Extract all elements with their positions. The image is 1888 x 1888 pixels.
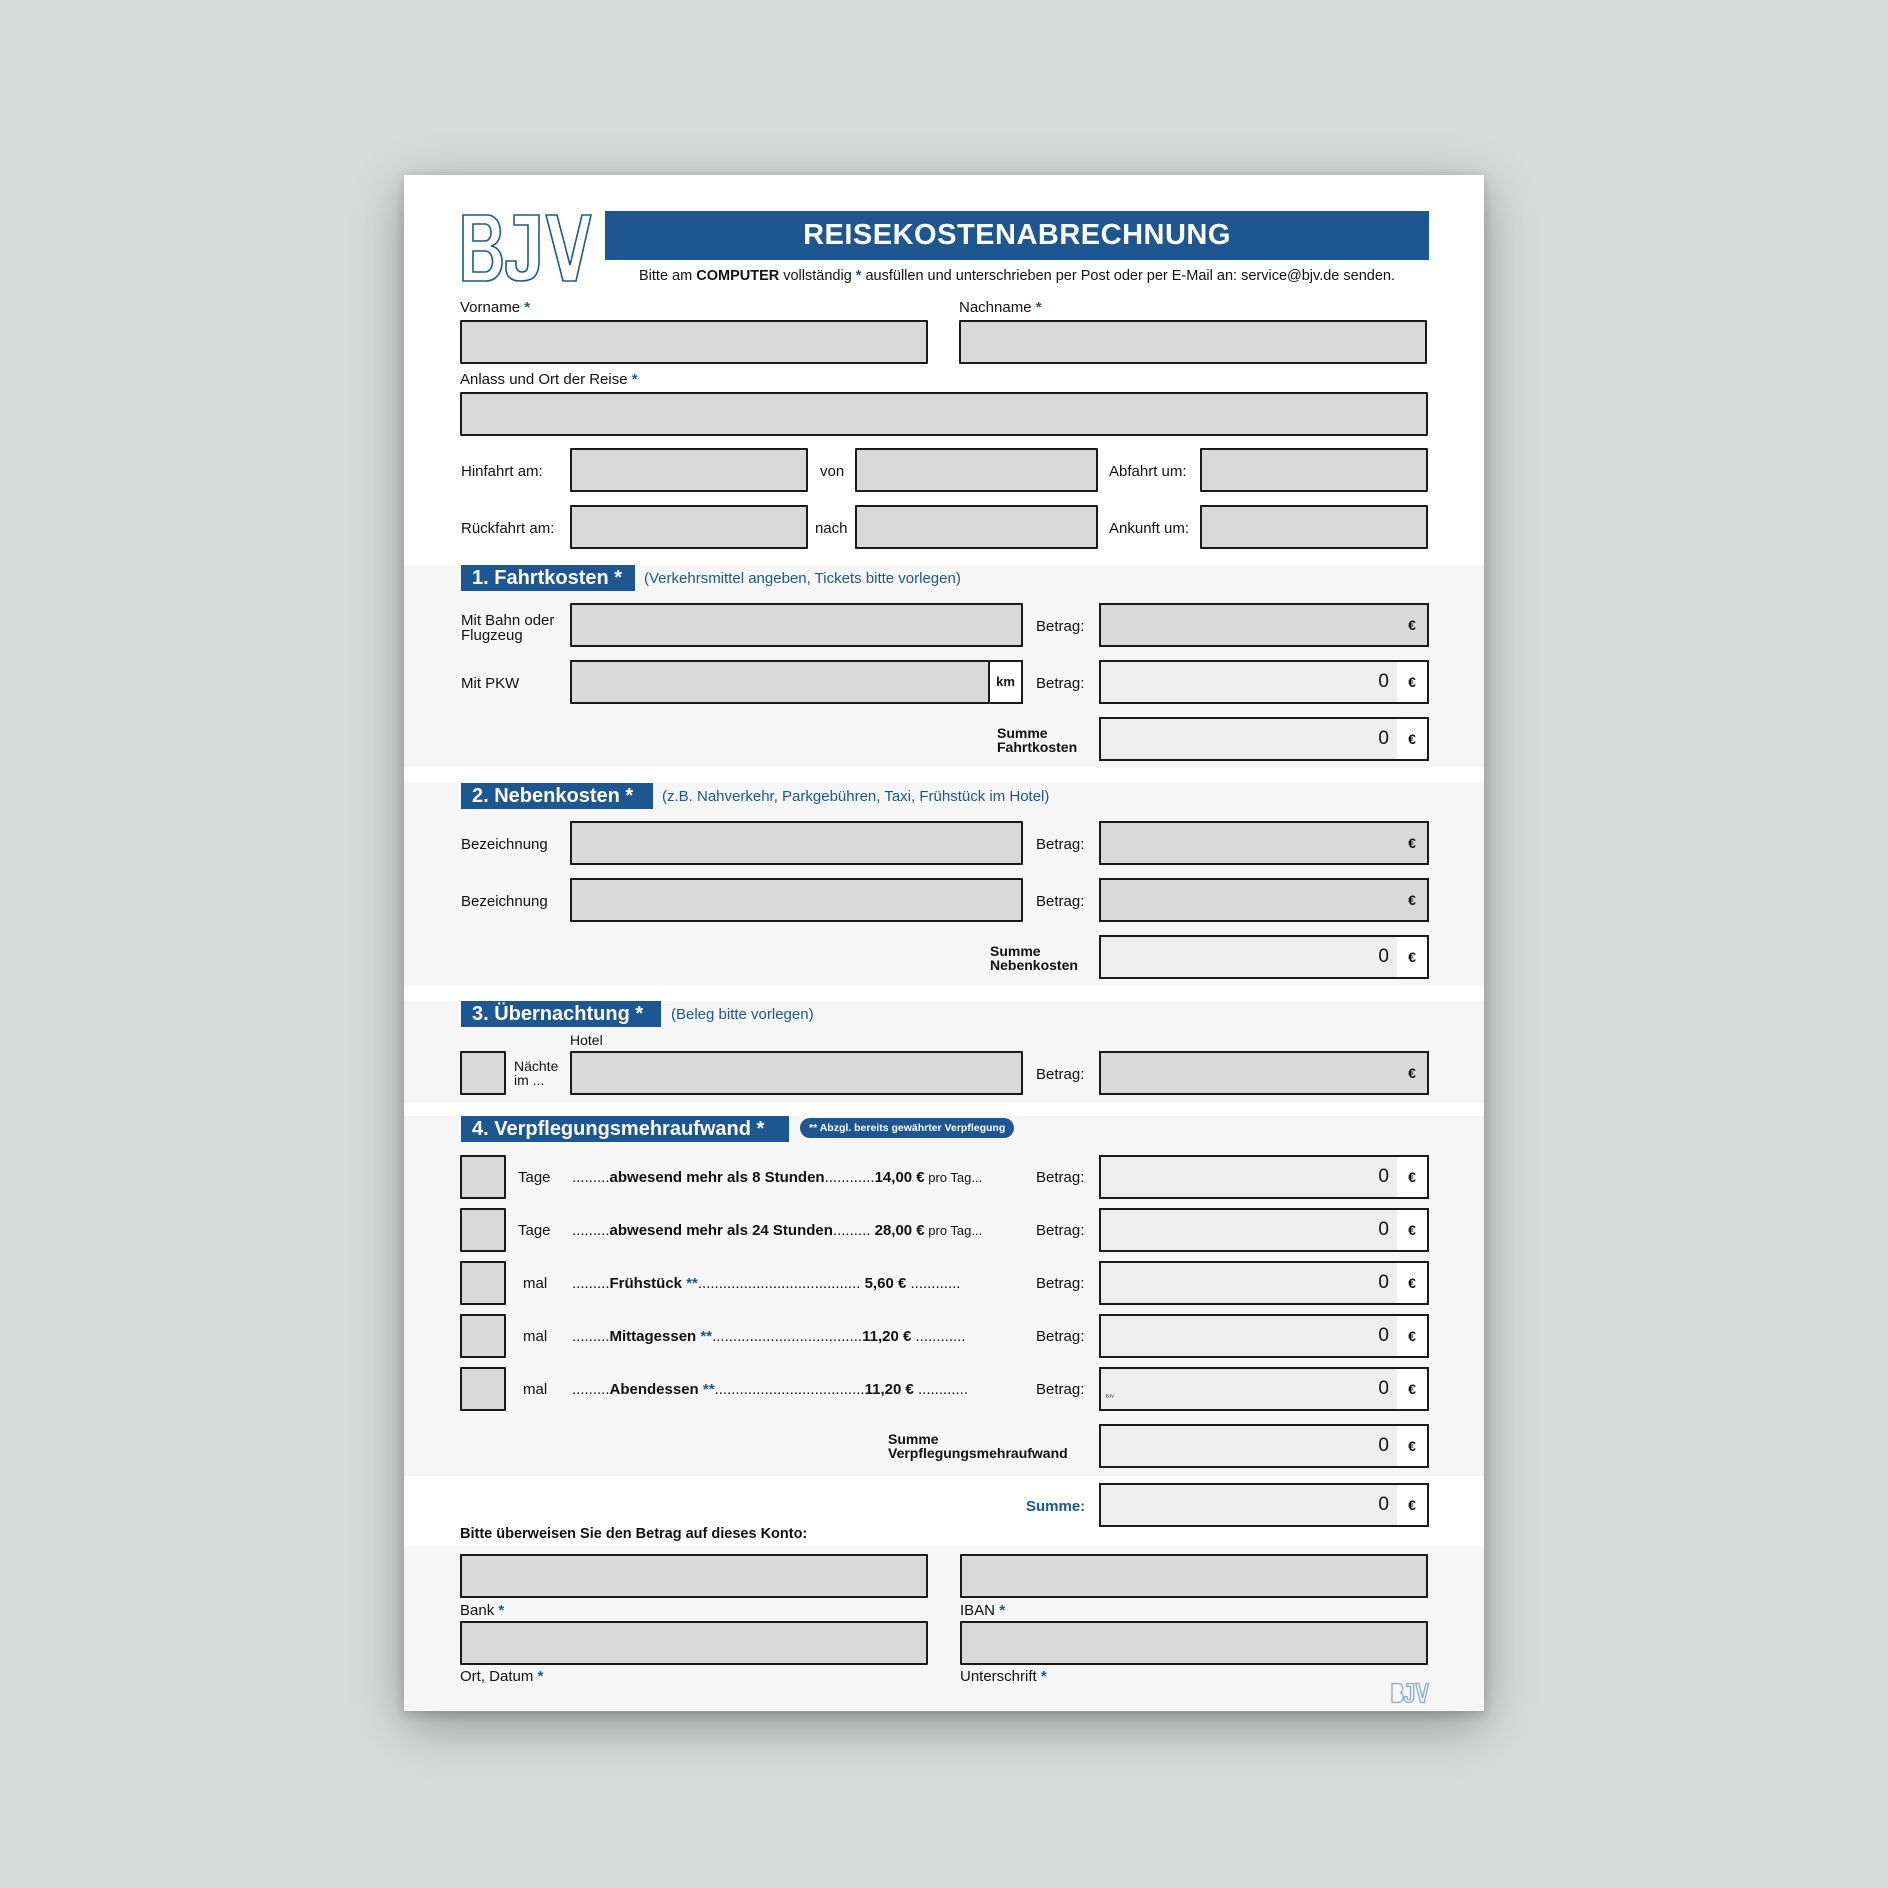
verpflegung-sum-field[interactable]: 0 <box>1099 1424 1399 1468</box>
nach-field[interactable] <box>855 505 1098 549</box>
betrag-label: Betrag: <box>1036 1169 1085 1186</box>
mittagessen-amount-field[interactable]: 0 <box>1099 1314 1399 1358</box>
abfahrt-label: Abfahrt um: <box>1109 463 1187 480</box>
currency-label: € <box>1397 1314 1429 1358</box>
ankunft-label: Ankunft um: <box>1109 520 1190 537</box>
von-label: von <box>820 463 845 480</box>
footer-logo-text: BJV <box>1105 1393 1115 1399</box>
unit-label: Tage <box>518 1169 551 1186</box>
betrag-label: Betrag: <box>1036 675 1085 692</box>
abendessen-count-field[interactable] <box>460 1367 506 1411</box>
bank-instruction: Bitte überweisen Sie den Betrag auf dieses Konto: <box>460 1526 808 1542</box>
total-label: Summe: <box>1026 1498 1086 1515</box>
mittagessen-count-field[interactable] <box>460 1314 506 1358</box>
hotel-label: Hotel <box>570 1032 603 1048</box>
meal-rate-description: .........Abendessen **....................................11,20 € ............ <box>572 1381 968 1398</box>
anlass-label: Anlass und Ort der Reise * <box>460 371 638 388</box>
tage-8h-amount-field[interactable]: 0 <box>1099 1155 1399 1199</box>
currency-label: € <box>1397 1051 1429 1095</box>
currency-label: € <box>1397 660 1429 704</box>
fahrtkosten-sum-field[interactable]: 0 <box>1099 717 1399 761</box>
meal-rate-description: .........abwesend mehr als 24 Stunden......... 28,00 € pro Tag... <box>572 1222 983 1239</box>
rueckfahrt-label: Rückfahrt am: <box>461 520 555 537</box>
verpflegung-note-badge: ** Abzgl. bereits gewährter Verpflegung <box>800 1118 1014 1138</box>
betrag-label: Betrag: <box>1036 618 1085 635</box>
ort-datum-label: Ort, Datum * <box>460 1668 544 1685</box>
bezeichnung-label: Bezeichnung <box>461 893 548 910</box>
betrag-label: Betrag: <box>1036 1381 1085 1398</box>
pkw-label: Mit PKW <box>461 675 520 692</box>
currency-label: € <box>1397 1155 1429 1199</box>
section3-note: (Beleg bitte vorlegen) <box>671 1006 814 1023</box>
currency-label: € <box>1397 1424 1429 1468</box>
unit-label: mal <box>523 1328 548 1345</box>
nachname-field[interactable] <box>959 320 1427 364</box>
hinfahrt-label: Hinfahrt am: <box>461 463 543 480</box>
naechte-count-field[interactable] <box>460 1051 506 1095</box>
von-field[interactable] <box>855 448 1098 492</box>
hotel-amount-field[interactable] <box>1099 1051 1399 1095</box>
bank-field[interactable] <box>460 1554 928 1598</box>
meal-rate-description: .........abwesend mehr als 8 Stunden............14,00 € pro Tag... <box>572 1169 983 1186</box>
betrag-label: Betrag: <box>1036 1328 1085 1345</box>
hotel-field[interactable] <box>570 1051 1023 1095</box>
nach-label: nach <box>815 520 848 537</box>
abfahrt-time-field[interactable] <box>1200 448 1428 492</box>
section2-heading: 2. Nebenkosten * <box>461 783 653 809</box>
vorname-label: Vorname * <box>460 299 531 316</box>
section1-note: (Verkehrsmittel angeben, Tickets bitte vorlegen) <box>644 570 961 587</box>
meal-rate-description: .........Frühstück **....................................... 5,60 € ............ <box>572 1275 961 1292</box>
meal-rate-description: .........Mittagessen **....................................11,20 € ............ <box>572 1328 966 1345</box>
unterschrift-field[interactable] <box>960 1621 1428 1665</box>
hinfahrt-date-field[interactable] <box>570 448 808 492</box>
currency-label: € <box>1397 1208 1429 1252</box>
fahrtkosten-sum-label: Summe Fahrtkosten <box>997 725 1078 755</box>
nebenkosten-sum-label: Summe Nebenkosten <box>990 943 1078 973</box>
ankunft-time-field[interactable] <box>1200 505 1428 549</box>
betrag-label: Betrag: <box>1036 836 1085 853</box>
currency-label: € <box>1397 1261 1429 1305</box>
vorname-field[interactable] <box>460 320 928 364</box>
pkw-km-field[interactable] <box>570 660 990 704</box>
currency-label: € <box>1397 1483 1429 1527</box>
unit-label: Tage <box>518 1222 551 1239</box>
bezeichnung-label: Bezeichnung <box>461 836 548 853</box>
currency-label: € <box>1397 821 1429 865</box>
currency-label: € <box>1397 878 1429 922</box>
fruehstueck-count-field[interactable] <box>460 1261 506 1305</box>
currency-label: € <box>1397 935 1429 979</box>
nachname-label: Nachname * <box>959 299 1042 316</box>
tage-24h-amount-field[interactable]: 0 <box>1099 1208 1399 1252</box>
currency-label: € <box>1397 1367 1429 1411</box>
section3-heading: 3. Übernachtung * <box>461 1001 661 1027</box>
currency-label: € <box>1397 717 1429 761</box>
nebenkosten-amount-field-2[interactable] <box>1099 878 1399 922</box>
bezeichnung-field-2[interactable] <box>570 878 1023 922</box>
bjv-logo <box>460 213 592 283</box>
unit-label: mal <box>523 1381 548 1398</box>
iban-field[interactable] <box>960 1554 1428 1598</box>
form-instruction: Bitte am COMPUTER vollständig * ausfüllen und unterschrieben per Post oder per E-Mail an: service@bjv.de senden. <box>639 268 1395 284</box>
betrag-label: Betrag: <box>1036 1066 1085 1083</box>
abendessen-amount-field[interactable]: 0 <box>1099 1367 1399 1411</box>
nebenkosten-amount-field-1[interactable] <box>1099 821 1399 865</box>
km-unit-label: km <box>990 660 1023 704</box>
nebenkosten-sum-field[interactable]: 0 <box>1099 935 1399 979</box>
iban-label: IBAN * <box>960 1602 1006 1619</box>
tage-24h-count-field[interactable] <box>460 1208 506 1252</box>
tage-8h-count-field[interactable] <box>460 1155 506 1199</box>
section2-note: (z.B. Nahverkehr, Parkgebühren, Taxi, Frühstück im Hotel) <box>662 788 1050 805</box>
naechte-label: Nächte im ... <box>514 1058 559 1088</box>
unit-label: mal <box>523 1275 548 1292</box>
anlass-field[interactable] <box>460 392 1428 436</box>
bahn-amount-field[interactable] <box>1099 603 1399 647</box>
bezeichnung-field-1[interactable] <box>570 821 1023 865</box>
verpflegung-sum-label: Summe Verpflegungsmehraufwand <box>888 1431 1068 1461</box>
form-title: REISEKOSTENABRECHNUNG <box>605 211 1429 260</box>
section4-heading: 4. Verpflegungsmehraufwand * <box>461 1116 789 1142</box>
fruehstueck-amount-field[interactable]: 0 <box>1099 1261 1399 1305</box>
ort-datum-field[interactable] <box>460 1621 928 1665</box>
footer-bjv-logo <box>1105 1393 1429 1703</box>
unterschrift-label: Unterschrift * <box>960 1668 1047 1685</box>
bahn-label: Mit Bahn oder Flugzeug <box>461 612 555 644</box>
section1-heading: 1. Fahrtkosten * <box>461 565 635 591</box>
betrag-label: Betrag: <box>1036 893 1085 910</box>
rueckfahrt-date-field[interactable] <box>570 505 808 549</box>
total-sum-field[interactable]: 0 <box>1099 1483 1399 1527</box>
pkw-amount-field[interactable]: 0 <box>1099 660 1399 704</box>
bank-label: Bank * <box>460 1602 505 1619</box>
betrag-label: Betrag: <box>1036 1222 1085 1239</box>
bahn-field[interactable] <box>570 603 1023 647</box>
currency-label: € <box>1397 603 1429 647</box>
form-page <box>404 175 1484 1711</box>
betrag-label: Betrag: <box>1036 1275 1085 1292</box>
